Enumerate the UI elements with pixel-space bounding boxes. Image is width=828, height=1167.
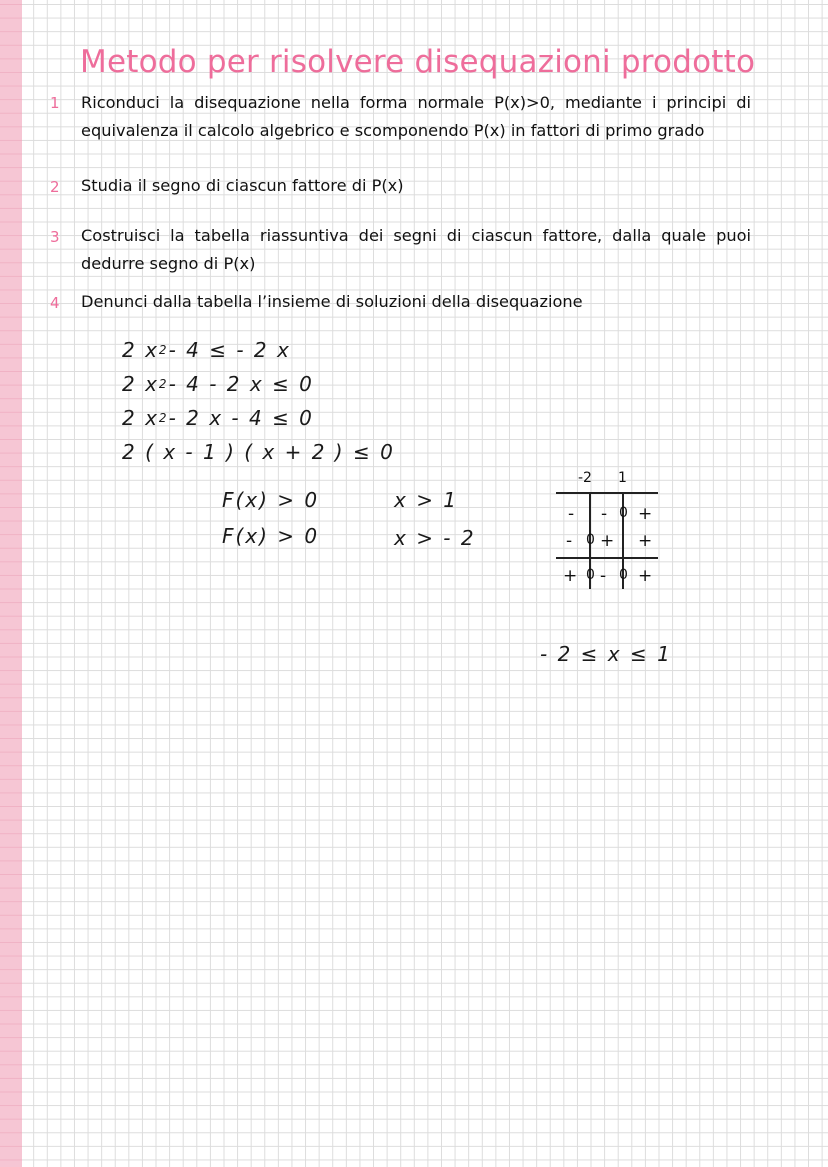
sign-result-c3: + <box>638 566 653 586</box>
step-1-text: Riconduci la disequazione nella forma normale P(x)>0, mediante i principi di equivalenza il calcolo algebrico e scomponendo P(x) in fattori di primo grado <box>81 93 751 140</box>
hw-line-2: 2 $x^2-$ 4 - 2 x ≤ 0 <box>122 372 314 396</box>
sign-table-label-minus2: -2 <box>578 470 592 486</box>
sign-r1-c2: - <box>601 504 608 524</box>
step-4-number: 4 <box>50 294 60 312</box>
hw-condition-2: x > - 2 <box>394 526 476 550</box>
sign-table-top-line <box>556 492 658 494</box>
step-2-number: 2 <box>50 178 60 196</box>
step-1-number: 1 <box>50 94 60 112</box>
hw-factor-1: F(x) > 0 <box>222 488 320 512</box>
sign-result-root-2: 0 <box>619 567 628 583</box>
sign-result-c1: + <box>563 566 578 586</box>
hw-factor-2: F(x) > 0 <box>222 524 320 548</box>
hw-condition-1: x > 1 <box>394 488 459 512</box>
sign-table-label-1: 1 <box>618 470 627 486</box>
sign-r2-c2: + <box>600 531 615 551</box>
sign-r2-c3: + <box>638 531 653 551</box>
step-4-text: Denunci dalla tabella l’insieme di soluzioni della disequazione <box>81 292 583 311</box>
hw-line-3: 2 $x^2-$ 2 x - 4 ≤ 0 <box>122 406 314 430</box>
step-3-number: 3 <box>50 228 60 246</box>
step-3-text: Costruisci la tabella riassuntiva dei segni di ciascun fattore, dalla quale puoi dedurre segno di P(x) <box>81 226 751 273</box>
page-margin-strip <box>0 0 22 1167</box>
page-title: Metodo per risolvere disequazioni prodotto <box>80 44 756 80</box>
sign-r1-root: 0 <box>619 505 628 521</box>
hw-solution: - 2 ≤ x ≤ 1 <box>540 642 672 666</box>
sign-result-c2: - <box>600 566 607 586</box>
sign-result-root-1: 0 <box>586 567 595 583</box>
step-2-text: Studia il segno di ciascun fattore di P(x) <box>81 176 404 195</box>
sign-table-result-line <box>556 557 658 559</box>
sign-r1-c3: + <box>638 504 653 524</box>
sign-r2-root: 0 <box>586 532 595 548</box>
hw-line-1: 2 $x^2-$ 4 ≤ - 2 x <box>122 338 291 362</box>
sign-r1-c1: - <box>568 504 575 524</box>
hw-line-4: 2 ( x - 1 ) ( x + 2 ) ≤ 0 <box>122 440 395 464</box>
sign-r2-c1: - <box>566 531 573 551</box>
